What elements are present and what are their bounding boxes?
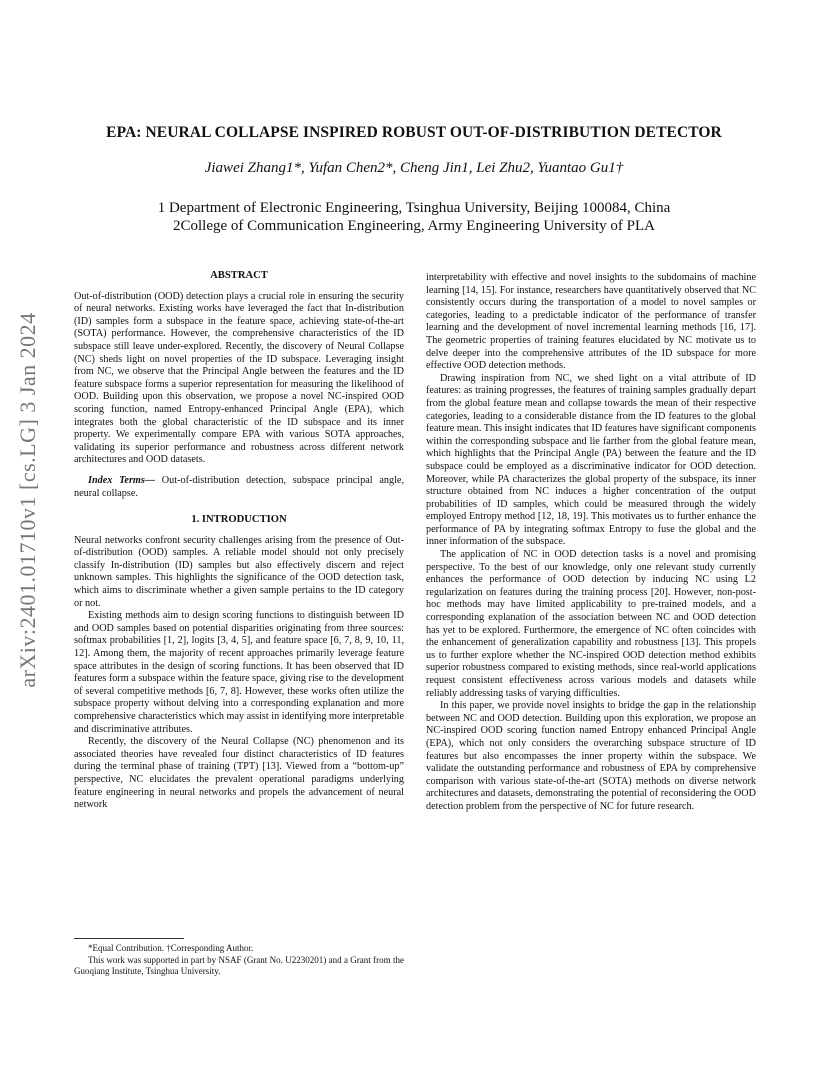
index-terms-text: Out-of-distribution detection, subspace principal angle, neural collapse. bbox=[74, 474, 404, 499]
right-paragraph: The application of NC in OOD detection tasks is a novel and promising perspective. To the best of our knowledge, only one relevant study currently enhances the performance of OOD detection by inducing NC using L2 regularization on features during the training process [20]. However, non-post-hoc methods may have limited applicability to pre-trained models, and a corresponding explanation of the association between NC and OOD detection has yet to be explored. Furthermore, the emergence of NC often coincides with the enhancement of generalization capability and robustness [13]. This propels us to further explore whether the NC-inspired OOD detection method exhibits superior robustness compared to existing methods, since real-world applications request consistent effectiveness across various models and datasets while reliably addressing tasks of varying difficulties. bbox=[426, 549, 756, 699]
left-column bbox=[74, 270, 404, 812]
abstract-text: Out-of-distribution (OOD) detection plays a crucial role in ensuring the security of neural networks. Existing works have leveraged the fact that In-distribution (ID) samples form a subspace in the feature space, achieving state-of-the-art (SOTA) performance. However, the comprehensive characteristics of the ID subspace still leave under-explored. Recently, the discovery of Neural Collapse (NC) sheds light on novel properties of the ID subspace. Leveraging insight from NC, we observe that the Principal Angle between the features and the ID feature subspace forms a superior representation for measuring the likelihood of OOD. Building upon this observation, we propose a novel NC-inspired OOD scoring function, named Entropy-enhanced Principal Angle (EPA), which integrates both the global characteristic of the ID subspace and its inner property. We experimentally compare EPA with various SOTA approaches, validating its superior performance and robustness across different network architectures and OOD datasets. bbox=[74, 290, 404, 466]
footnotes bbox=[74, 938, 404, 978]
right-column bbox=[426, 272, 756, 814]
introduction-heading: 1. INTRODUCTION bbox=[191, 514, 287, 526]
footnote-rule bbox=[74, 938, 184, 939]
author-list: Jiawei Zhang1*, Yufan Chen2*, Cheng Jin1, Lei Zhu2, Yuantao Gu1† bbox=[204, 160, 624, 176]
affiliation-1: 1 Department of Electronic Engineering, Tsinghua University, Beijing 100084, China bbox=[157, 200, 671, 216]
index-terms bbox=[74, 475, 404, 500]
arxiv-identifier: arXiv:2401.01710v1 [cs.LG] 3 Jan 2024 bbox=[15, 312, 40, 688]
left-paragraph: Recently, the discovery of the Neural Collapse (NC) phenomenon and its associated theories have revealed four distinct characteristics of ID features during the terminal phase of training (TPT) [13]. Viewed from a “bottom-up” perspective, NC elucidates the prevalent operational paradigms underlying feature engineering in neural networks and propels the advancement of neural network bbox=[74, 736, 404, 811]
right-paragraph: In this paper, we provide novel insights to bridge the gap in the relationship between NC and OOD detection. Building upon this exploration, we propose an NC-inspired OOD scoring function named Entropy enhanced Principal Angle (EPA), which not only considers the overarching subspace structure of ID features but also encompasses the inner property within the subspace. We validate the outstanding performance and robustness of EPA by comprehensive comparison with various state-of-the-art (SOTA) methods on diverse network architectures and datasets, demonstrating the potential of reconsidering the OOD detection problem from the perspective of NC for future research. bbox=[426, 700, 756, 812]
footnote: *Equal Contribution. †Corresponding Author. bbox=[88, 943, 254, 953]
right-paragraph: Drawing inspiration from NC, we shed light on a vital attribute of ID features: as training progresses, the features of training samples gradually depart from the global feature mean and collapse towards the mean of their respective categories, leading to a considerable distance from the ID features to the global feature mean. This insight indicates that ID features have significant components within the corresponding subspace and lie farther from the global feature mean, which highlights that the Principal Angle (PA) between the feature and the ID subspace could be employed as a discriminative indicator for OOD detection. Moreover, while PA characterizes the global property of the subspace, its inner structure obtained from NC induces a higher concentration of the output probabilities of ID samples, which could be measured through the widely employed Entropy method [12, 18, 19]. This motivates us to further enhance the performance of PA by integrating softmax Entropy to fuse the global and the inner information of the subspace. bbox=[426, 372, 756, 548]
affiliation-2: 2College of Communication Engineering, Army Engineering University of PLA bbox=[173, 218, 655, 234]
paper-title: EPA: NEURAL COLLAPSE INSPIRED ROBUST OUT-OF-DISTRIBUTION DETECTOR bbox=[106, 124, 722, 141]
left-paragraph: Existing methods aim to design scoring functions to distinguish between ID and OOD samples based on potential disparities originating from three sources: softmax probabilities [1, 2], logits [3, 4, 5], and feature space [6, 7, 8, 9, 10, 11, 12]. Among them, the majority of recent approaches primarily leverage feature space attributes in the design of scoring functions. It has been observed that ID features form a subspace within the feature space, giving rise to the development of several competitive methods [6, 7, 8]. However, these works often utilize the subspace property without delving into a corresponding explanation and more comprehensive characteristics which may assist in identifying more interpretable and discriminative attributes. bbox=[74, 610, 404, 735]
right-paragraph: interpretability with effective and novel insights to the subdomains of machine learning [14, 15]. For instance, researchers have quantitatively observed that NC consistently occurs during the transportation of a model to novel samples or categories, leading to a predictable indicator of the performance of transfer learning and the development of novel incremental learning methods [16, 17]. The geometric properties of training features elucidated by NC motivate us to delve deeper into the comprehensive attributes of the ID subspace for more effective OOD detection methods. bbox=[426, 272, 756, 372]
index-terms-label: Index Terms— bbox=[88, 474, 155, 486]
footnote: This work was supported in part by NSAF (Grant No. U2230201) and a Grant from the Guoqiang Institute, Tsinghua University. bbox=[74, 954, 404, 977]
abstract-heading: ABSTRACT bbox=[210, 270, 268, 281]
left-paragraph: Neural networks confront security challenges arising from the presence of Out-of-distribution (OOD) samples. A reliable model should not only precisely classify In-distribution (ID) samples but also effectively discern and reject unknown samples. This highlights the significance of the OOD detection task, which aims to discriminate whether a given sample pertains to the ID category or not. bbox=[74, 534, 404, 609]
